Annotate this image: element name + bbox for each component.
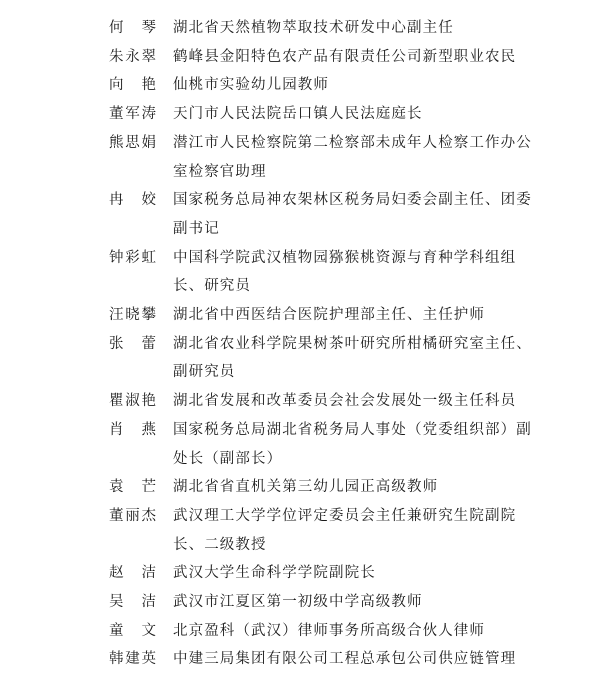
person-title: 湖北省农业科学院果树茶叶研究所柑橘研究室主任、副研究员 xyxy=(173,335,532,381)
list-item xyxy=(0,43,603,72)
person-name: 何 琴 xyxy=(109,20,156,36)
person-title: 国家税务总局湖北省税务局人事处（党委组织部）副处长（副部长） xyxy=(173,421,532,467)
person-name: 瞿淑艳 xyxy=(109,393,156,410)
person-name: 冉 姣 xyxy=(109,192,156,209)
person-name: 熊思娟 xyxy=(109,134,156,151)
person-title: 北京盈科（武汉）律师事务所高级合伙人律师 xyxy=(173,622,485,639)
person-name: 向 艳 xyxy=(109,77,156,94)
person-title: 武汉大学生命科学学院副院长 xyxy=(173,565,376,582)
list-item xyxy=(0,301,603,330)
person-name: 朱永翠 xyxy=(109,48,156,65)
list-item xyxy=(0,244,603,301)
list-item xyxy=(0,129,603,186)
person-name: 钟彩虹 xyxy=(109,249,156,266)
person-name: 韩建英 xyxy=(109,651,156,668)
list-item xyxy=(0,416,603,473)
list-item xyxy=(0,645,603,674)
list-item xyxy=(0,588,603,617)
person-title: 潜江市人民检察院第二检察部未成年人检察工作办公室检察官助理 xyxy=(173,134,532,180)
name-list xyxy=(0,14,603,674)
person-title: 鹤峰县金阳特色农产品有限责任公司新型职业农民 xyxy=(173,48,517,65)
person-title: 武汉理工大学学位评定委员会主任兼研究生院副院长、二级教授 xyxy=(173,507,517,553)
list-item xyxy=(0,71,603,100)
person-name: 董丽杰 xyxy=(109,507,156,524)
person-name: 吴 洁 xyxy=(109,594,156,611)
person-title: 仙桃市实验幼儿园教师 xyxy=(173,77,329,94)
person-name: 肖 燕 xyxy=(109,421,156,438)
person-title: 国家税务总局神农架林区税务局妇委会副主任、团委副书记 xyxy=(173,192,532,237)
list-item xyxy=(0,473,603,502)
person-name: 董军涛 xyxy=(109,106,156,123)
list-item xyxy=(0,617,603,646)
list-item xyxy=(0,186,603,243)
list-item xyxy=(0,559,603,588)
list-item xyxy=(0,330,603,387)
person-name: 张 蕾 xyxy=(109,335,156,352)
list-item xyxy=(0,502,603,559)
person-name: 袁 芒 xyxy=(109,479,156,496)
person-title: 湖北省发展和改革委员会社会发展处一级主任科员 xyxy=(173,393,517,410)
person-name: 童 文 xyxy=(109,622,156,639)
person-title: 湖北省天然植物萃取技术研发中心副主任 xyxy=(173,20,454,36)
person-title: 武汉市江夏区第一初级中学高级教师 xyxy=(173,594,423,611)
person-title: 湖北省中西医结合医院护理部主任、主任护师 xyxy=(173,307,485,324)
list-item xyxy=(0,14,603,43)
person-name: 赵 洁 xyxy=(109,565,156,582)
list-item xyxy=(0,100,603,129)
person-title: 中建三局集团有限公司工程总承包公司供应链管理 xyxy=(173,651,517,668)
person-name: 汪晓攀 xyxy=(109,307,156,324)
list-item xyxy=(0,387,603,416)
person-title: 湖北省省直机关第三幼儿园正高级教师 xyxy=(173,479,439,496)
person-title: 中国科学院武汉植物园猕猴桃资源与育种学科组组长、研究员 xyxy=(173,249,517,295)
person-title: 天门市人民法院岳口镇人民法庭庭长 xyxy=(173,106,423,123)
